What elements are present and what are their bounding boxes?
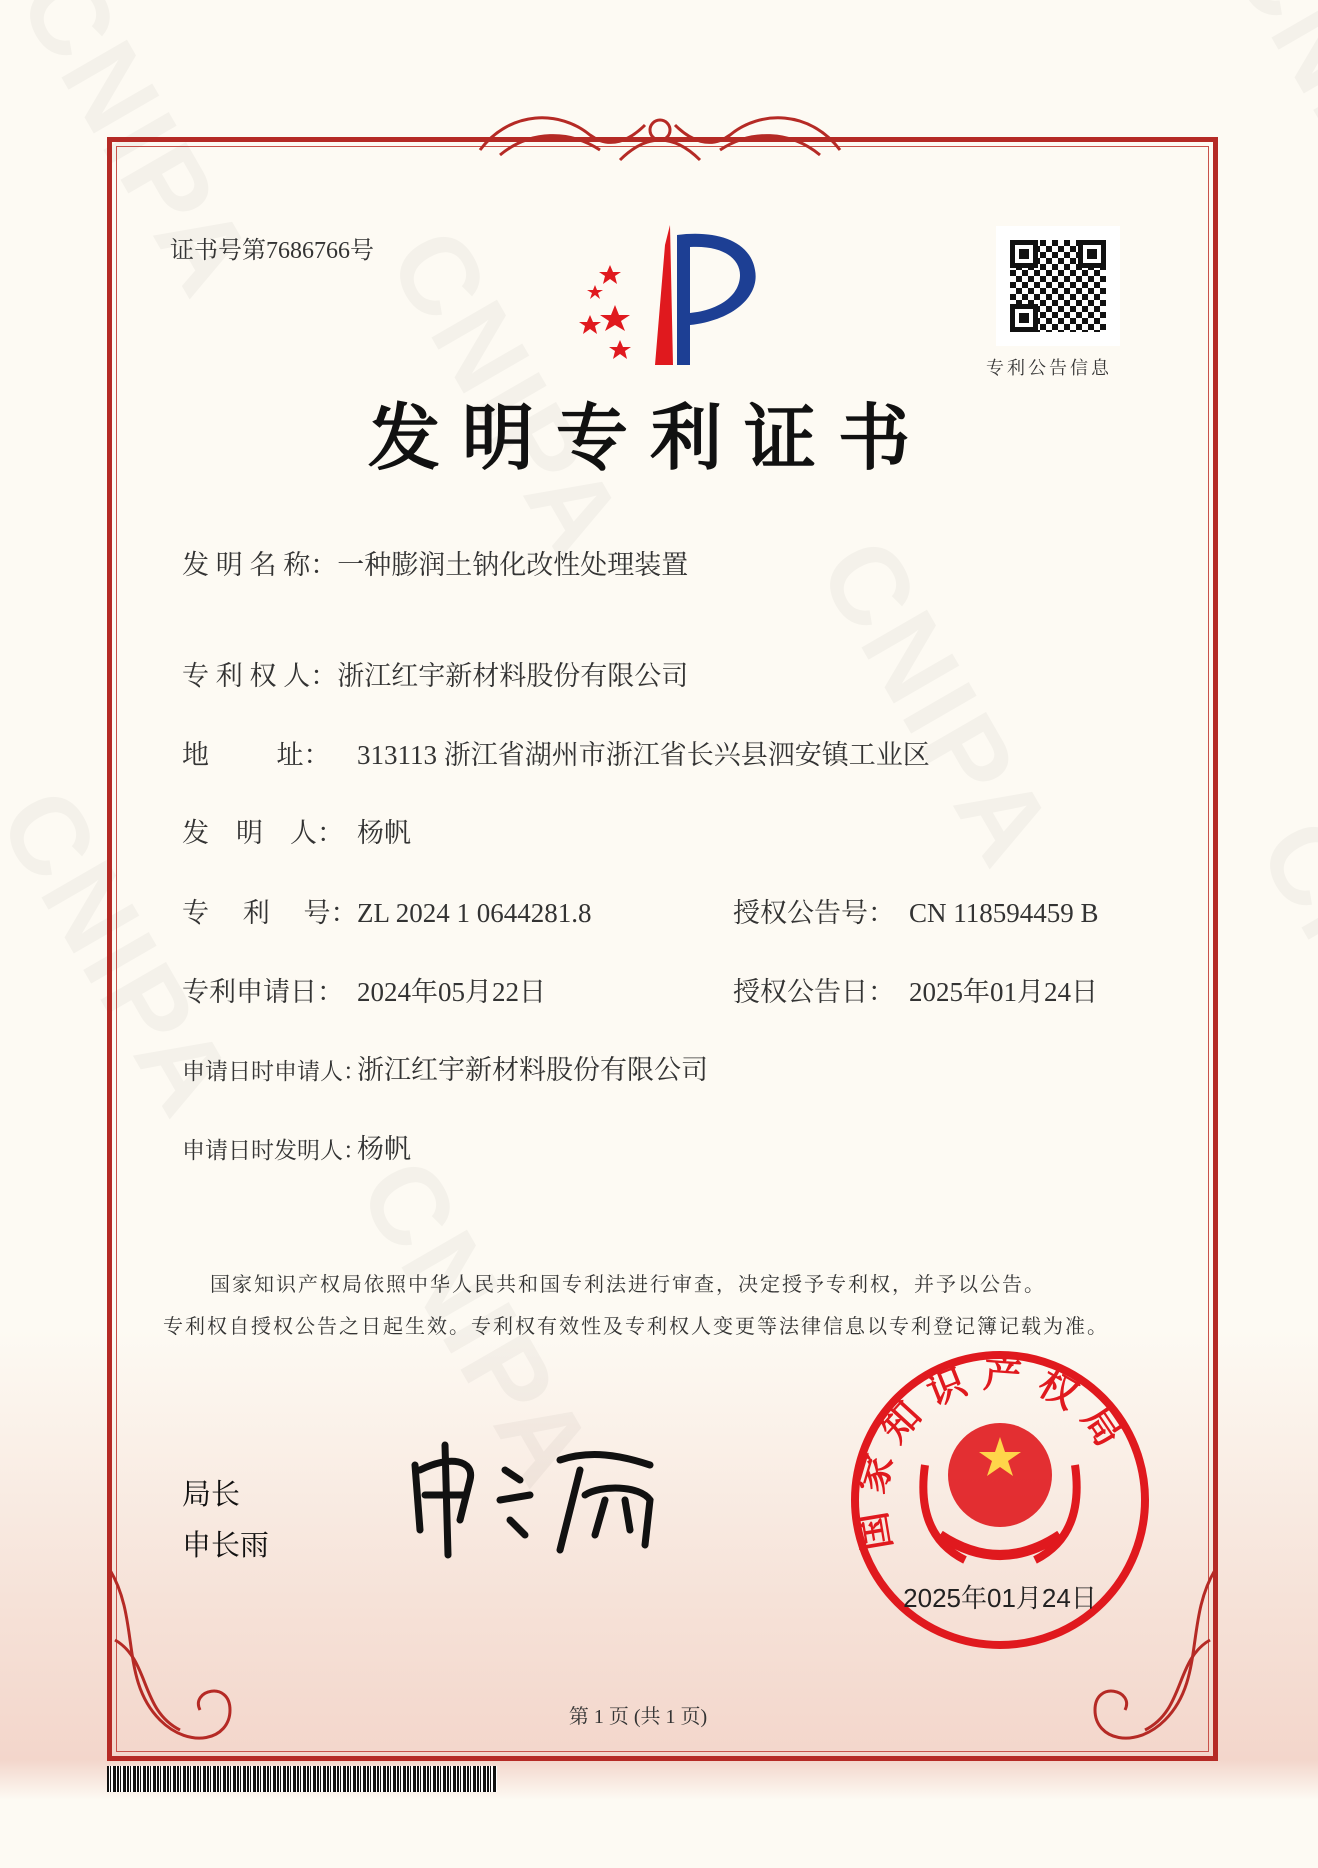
- field-value: 浙江红宇新材料股份有限公司: [357, 1055, 708, 1085]
- signatory-title: 局长: [182, 1477, 241, 1511]
- field-invention-name: [182, 543, 688, 582]
- field-label: 专利申请日：: [182, 977, 344, 1007]
- field-label: 申请日时发明人：: [182, 1138, 366, 1163]
- field-value: 一种膨润土钠化改性处理装置: [337, 550, 689, 580]
- field-label: 授权公告号：: [733, 898, 895, 928]
- top-ornament: [470, 100, 850, 170]
- signature: [400, 1440, 680, 1560]
- qr-code[interactable]: [996, 226, 1120, 346]
- cnipa-logo: [565, 225, 765, 375]
- page-number: 第 1 页 (共 1 页): [568, 1706, 708, 1728]
- field-grant-pub-number: [733, 891, 1099, 930]
- field-grant-pub-date: [733, 970, 1098, 1009]
- field-label: 发 明 人：: [182, 818, 344, 848]
- field-value: 2024年05月22日: [357, 977, 546, 1007]
- qr-label: 专利公告信息: [986, 358, 1112, 378]
- seal-text: 国家知识产权局: [847, 1351, 1140, 1554]
- signatory-name: 申长雨: [182, 1528, 270, 1562]
- field-label: 申请日时申请人：: [182, 1059, 366, 1084]
- field-value: 浙江红宇新材料股份有限公司: [337, 661, 689, 691]
- field-label: 地 址：: [182, 740, 331, 770]
- field-value: 2025年01月24日: [909, 977, 1098, 1007]
- statement-line: 专利权自授权公告之日起生效。专利权有效性及专利权人变更等法律信息以专利登记簿记载为准。: [163, 1316, 1109, 1338]
- field-inventor: [182, 811, 411, 850]
- field-value: 杨帆: [357, 1134, 411, 1164]
- field-value: ZL 2024 1 0644281.8: [357, 898, 592, 928]
- field-patent-number: [182, 891, 591, 930]
- field-inventor-at-filing: [182, 1127, 411, 1166]
- field-label: 专 利 号：: [182, 898, 358, 928]
- page-title: 发明专利证书: [367, 395, 932, 480]
- field-label: 专 利 权 人：: [182, 661, 338, 691]
- field-patentee: [182, 654, 688, 693]
- corner-ornament-left: [100, 1560, 240, 1760]
- field-value: CN 118594459 B: [909, 898, 1099, 928]
- field-value: 313113 浙江省湖州市浙江省长兴县泗安镇工业区: [357, 740, 930, 770]
- field-value: 杨帆: [357, 818, 411, 848]
- field-applicant-at-filing: [182, 1048, 708, 1087]
- field-address: [182, 733, 930, 772]
- official-seal: [845, 1345, 1155, 1655]
- statement-line: 国家知识产权局依照中华人民共和国专利法进行审查，决定授予专利权，并予以公告。: [210, 1274, 1046, 1296]
- field-label: 发 明 名 称：: [182, 550, 338, 580]
- barcode: [107, 1766, 497, 1792]
- field-label: 授权公告日：: [733, 977, 895, 1007]
- field-application-date: [182, 970, 546, 1009]
- seal-date: 2025年01月24日: [903, 1583, 1097, 1613]
- certificate-number: 证书号第7686766号: [170, 238, 374, 264]
